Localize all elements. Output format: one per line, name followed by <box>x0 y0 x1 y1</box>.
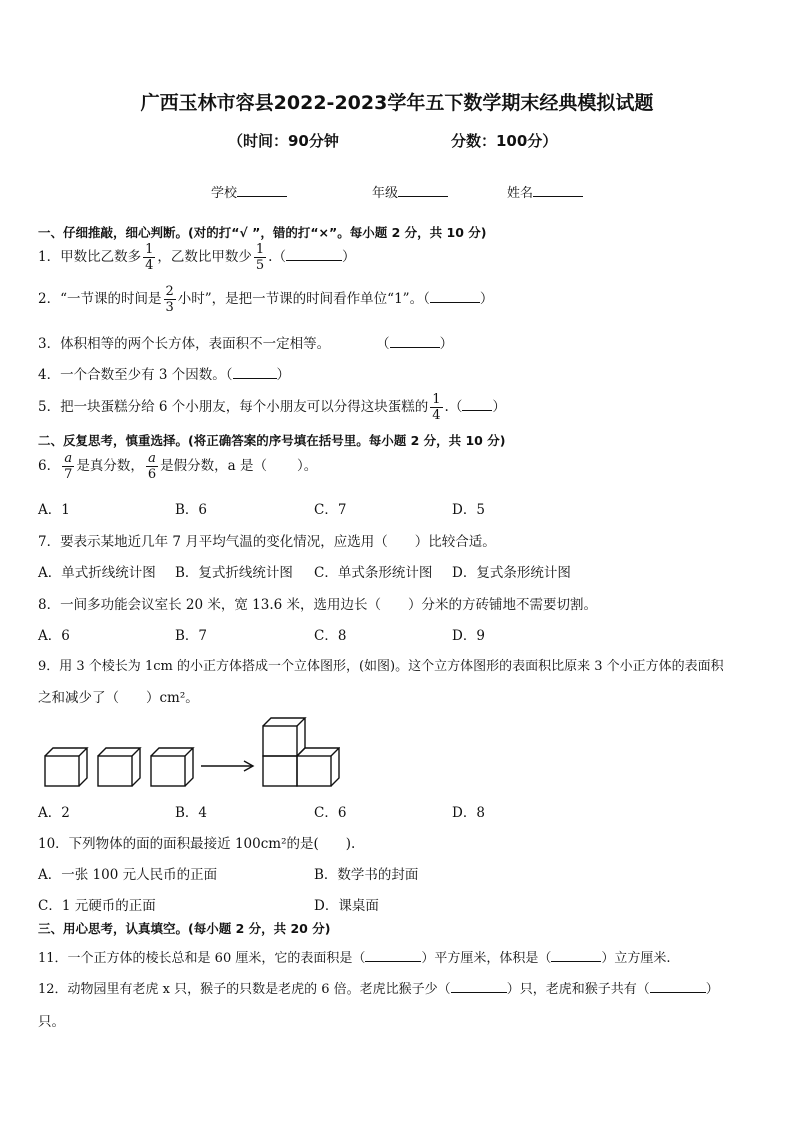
q7-option-a[interactable]: A．单式折线统计图 <box>38 565 156 581</box>
q1-text-c: .（ <box>268 249 286 265</box>
q1-text-b: ，乙数比甲数少 <box>157 249 252 265</box>
q5-fraction: $\frac{1}{4}$ <box>432 392 441 423</box>
name-field <box>507 182 583 201</box>
single-cube-1 <box>45 748 87 786</box>
q6-option-d[interactable]: D．5 <box>452 502 485 518</box>
grade-label: 年级 <box>372 186 399 201</box>
question-4 <box>38 363 290 383</box>
q6-text-c: 是假分数，a 是（ <box>160 458 267 474</box>
q12-text-c: ） <box>705 982 719 997</box>
q1-answer-blank[interactable] <box>286 260 342 261</box>
q3-text-c: ） <box>439 336 454 352</box>
question-7: 7．要表示某地近几年 7 月平均气温的变化情况，应选用（ ）比较合适。 <box>38 534 496 550</box>
q12-blank-difference[interactable] <box>451 992 507 993</box>
name-blank[interactable] <box>533 196 583 197</box>
name-label: 姓名 <box>507 186 534 201</box>
q8-option-a[interactable]: A．6 <box>38 628 70 644</box>
question-8: 8．一间多功能会议室长 20 米，宽 13.6 米，选用边长（ ）分米的方砖铺地不需要切割。 <box>38 597 597 613</box>
q11-blank-area[interactable] <box>365 961 421 962</box>
question-11 <box>38 947 671 966</box>
q6-option-a[interactable]: A．1 <box>38 502 70 518</box>
question-9-line-1: 9．用 3 个棱长为 1cm 的小正方体搭成一个立体图形，(如图)。这个立方体图形的表面积比原来 3 个小正方体的表面积 <box>38 659 724 674</box>
q1-fraction-2: $\frac{1}{5}$ <box>255 242 265 273</box>
q2-text-c: ） <box>479 291 494 307</box>
question-10: 10．下列物体的面的面积最接近 100cm²的是( ). <box>38 836 356 852</box>
question-9-line-2: 之和减少了（ ）cm²。 <box>38 690 199 706</box>
q11-blank-volume[interactable] <box>551 961 601 962</box>
q5-text-c: ） <box>492 399 506 415</box>
q3-text-a: 3．体积相等的两个长方体，表面积不一定相等。 <box>38 336 331 352</box>
q1-fraction-1: $\frac{1}{4}$ <box>145 242 154 273</box>
q10-option-b[interactable]: B．数学书的封面 <box>314 867 419 883</box>
exam-time: （时间：90分钟 <box>228 132 339 150</box>
grade-field <box>372 182 448 201</box>
q11-text-a: 11．一个正方体的棱长总和是 60 厘米，它的表面积是（ <box>38 951 366 966</box>
q3-text-b: （ <box>376 336 390 352</box>
q1-text-d: ） <box>341 249 356 265</box>
q10-option-a[interactable]: A．一张 100 元人民币的正面 <box>38 867 218 883</box>
q8-option-b[interactable]: B．7 <box>175 628 208 644</box>
q5-text-a: 5．把一块蛋糕分给 6 个小朋友，每个小朋友可以分得这块蛋糕的 <box>38 399 429 415</box>
q4-answer-blank[interactable] <box>233 378 277 379</box>
q4-text-b: ） <box>276 367 291 383</box>
question-5 <box>38 393 506 422</box>
question-12 <box>38 978 719 997</box>
page-title: 广西玉林市容县2022-2023学年五下数学期末经典模拟试题 <box>140 92 654 114</box>
question-6 <box>38 452 317 481</box>
q1-text-a: 1．甲数比乙数多 <box>38 249 142 265</box>
section-3-heading: 三、用心思考，认真填空。(每小题 2 分，共 20 分) <box>38 921 331 936</box>
q2-text-b: 小时”，是把一节课的时间看作单位“1”。（ <box>177 291 430 307</box>
combined-cubes <box>263 718 339 786</box>
q3-answer-blank[interactable] <box>390 347 440 348</box>
q12-blank-total[interactable] <box>650 992 706 993</box>
q6-fraction-2: $\frac{a}{6}$ <box>147 451 157 482</box>
school-blank[interactable] <box>237 196 287 197</box>
q5-answer-blank[interactable] <box>462 410 492 411</box>
q4-text-a: 4．一个合数至少有 3 个因数。（ <box>38 367 233 383</box>
exam-score: 分数：100分） <box>451 132 558 150</box>
q11-text-c: ）立方厘米. <box>601 951 671 966</box>
cubes-figure <box>40 710 340 790</box>
q7-option-d[interactable]: D．复式条形统计图 <box>452 565 571 581</box>
q8-option-d[interactable]: D．9 <box>452 628 485 644</box>
section-2-heading: 二、反复思考，慎重选择。(将正确答案的序号填在括号里。每小题 2 分，共 10 分) <box>38 433 506 448</box>
question-3 <box>38 332 453 352</box>
q2-text-a: 2．“一节课的时间是 <box>38 291 162 307</box>
arrow-icon <box>201 761 253 771</box>
question-2 <box>38 285 493 314</box>
q10-option-d[interactable]: D．课桌面 <box>314 898 379 914</box>
q10-option-c[interactable]: C．1 元硬币的正面 <box>38 898 156 914</box>
q9-option-a[interactable]: A．2 <box>38 805 70 821</box>
q6-text-a: 6． <box>38 458 61 474</box>
q6-text-b: 是真分数， <box>76 458 144 474</box>
q6-option-b[interactable]: B．6 <box>175 502 208 518</box>
q6-fraction-1: $\frac{a}{7}$ <box>64 451 73 482</box>
school-field <box>211 182 287 201</box>
q6-text-d: ）。 <box>297 458 318 474</box>
q9-option-b[interactable]: B．4 <box>175 805 208 821</box>
q5-text-b: .（ <box>444 399 463 415</box>
q6-option-c[interactable]: C．7 <box>314 502 347 518</box>
question-12-line-2: 只。 <box>38 1014 65 1030</box>
q2-answer-blank[interactable] <box>430 302 480 303</box>
q9-option-c[interactable]: C．6 <box>314 805 347 821</box>
section-1-heading: 一、仔细推敲，细心判断。(对的打“√ ”，错的打“×”。每小题 2 分，共 10 分) <box>38 225 487 240</box>
grade-blank[interactable] <box>398 196 448 197</box>
q12-text-b: ）只，老虎和猴子共有（ <box>506 982 650 997</box>
question-1 <box>38 243 355 272</box>
q2-fraction: $\frac{2}{3}$ <box>165 284 174 315</box>
single-cube-2 <box>98 748 140 786</box>
q12-text-a: 12．动物园里有老虎 x 只，猴子的只数是老虎的 6 倍。老虎比猴子少（ <box>38 982 451 997</box>
q7-option-b[interactable]: B．复式折线统计图 <box>175 565 293 581</box>
q11-text-b: ）平方厘米，体积是（ <box>421 951 552 966</box>
q8-option-c[interactable]: C．8 <box>314 628 347 644</box>
single-cube-3 <box>151 748 193 786</box>
school-label: 学校 <box>211 186 238 201</box>
q9-option-d[interactable]: D．8 <box>452 805 485 821</box>
q7-option-c[interactable]: C．单式条形统计图 <box>314 565 433 581</box>
